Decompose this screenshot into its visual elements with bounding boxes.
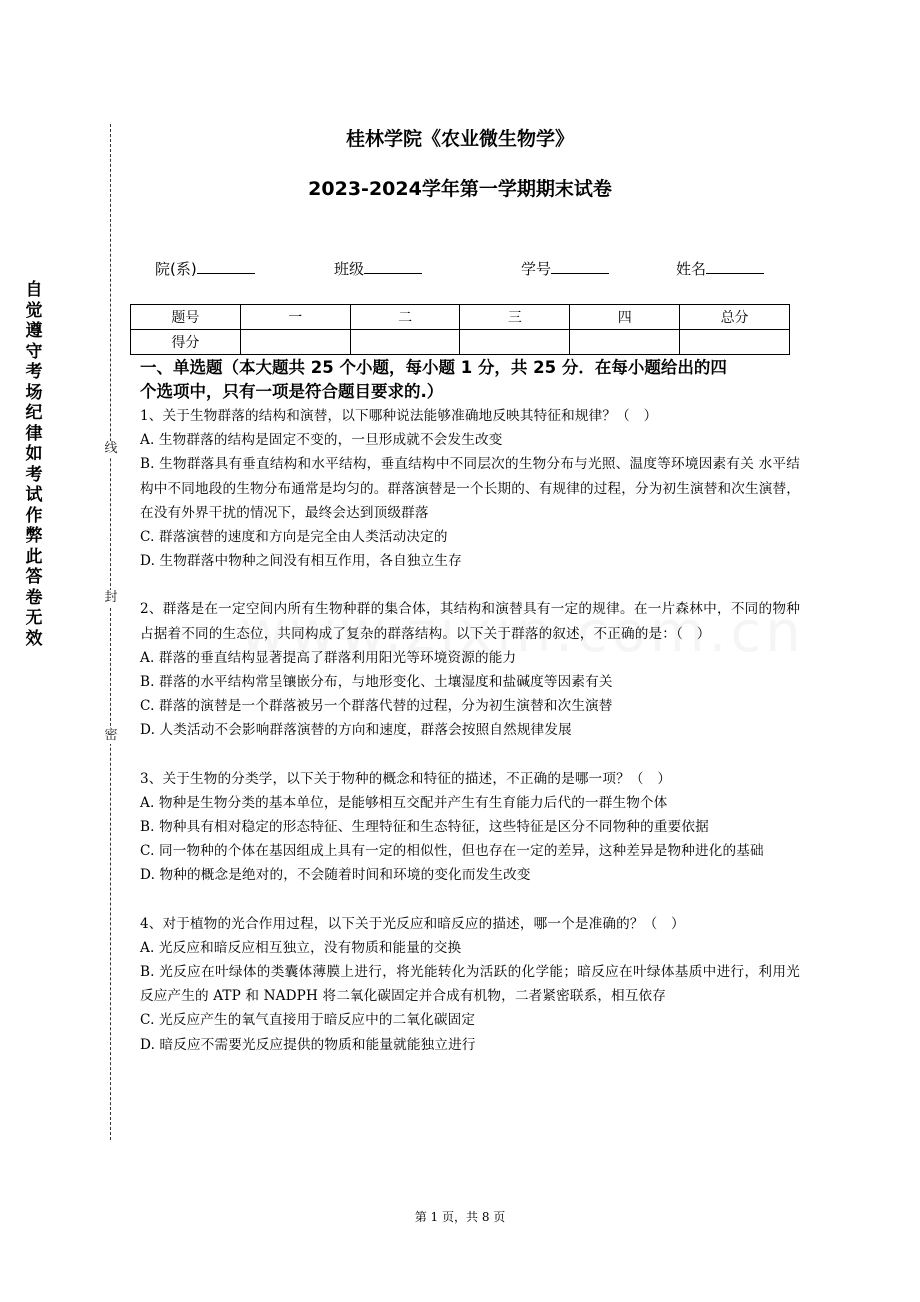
question-option: A. 生物群落的结构是固定不变的，一旦形成就不会发生改变 [140, 432, 503, 449]
question-1 [140, 404, 800, 573]
question-stem: 4、对于植物的光合作用过程，以下关于光反应和暗反应的描述，哪一个是准确的？（ ） [140, 915, 685, 932]
score-cell: 四 [570, 305, 680, 330]
question-option: B. 生物群落具有垂直结构和水平结构，垂直结构中不同层次的生物分布与光照、温度等环境因素有关 水平结构中不同地段的生物分布通常是均匀的。群落演替是一个长期的、有规律的过程，分为初生演替和次生演替，在没有外界干扰的情况下，最终会达到顶级群落 [140, 456, 800, 521]
question-option: A. 光反应和暗反应相互独立，没有物质和能量的交换 [140, 939, 462, 956]
question-list [140, 404, 800, 1081]
score-empty-cell [570, 330, 680, 355]
score-cell: 三 [460, 305, 570, 330]
score-cell: 一 [240, 305, 350, 330]
student-id-field [521, 258, 609, 279]
college-field [155, 258, 255, 279]
name-label: 姓名 [676, 260, 707, 278]
question-option: C. 光反应产生的氧气直接用于暗反应中的二氧化碳固定 [140, 1012, 476, 1029]
score-cell: 题号 [131, 305, 241, 330]
name-blank [706, 259, 764, 274]
college-label: 院(系) [155, 260, 197, 278]
score-table [130, 304, 790, 355]
score-empty-cell [240, 330, 350, 355]
page-footer: 第 1 页，共 8 页 [414, 1210, 506, 1224]
question-stem: 1、关于生物群落的结构和演替，以下哪种说法能够准确地反映其特征和规律？（ ） [140, 408, 658, 424]
college-blank [197, 259, 255, 274]
seal-label-seal: 封 [104, 590, 118, 605]
exam-title-course: 桂林学院《农业微生物学》 [345, 128, 574, 150]
question-stem: 2、群落是在一定空间内所有生物种群的集合体，其结构和演替具有一定的规律。在一片森林中，不同的物种占据着不同的生态位，共同构成了复杂的群落结构。以下关于群落的叙述，不正确的是：（ ） [140, 601, 800, 642]
score-cell: 总分 [680, 305, 790, 330]
question-stem: 3、关于生物的分类学，以下关于物种的概念和特征的描述，不正确的是哪一项？（ ） [140, 770, 672, 787]
section-heading-line: 个选项中，只有一项是符合题目要求的.） [140, 382, 444, 401]
exam-title-term: 2023-2024学年第一学期期末试卷 [308, 178, 612, 200]
question-4 [140, 912, 800, 1057]
name-field [676, 258, 764, 279]
question-option: D. 物种的概念是绝对的，不会随着时间和环境的变化而发生改变 [140, 867, 531, 884]
score-table-score-row [131, 330, 790, 355]
question-option: B. 光反应在叶绿体的类囊体薄膜上进行，将光能转化为活跃的化学能；暗反应在叶绿体基质中进行，利用光反应产生的 ATP 和 NADPH 将二氧化碳固定并合成有机物，二者紧密联系，相互依存 [140, 964, 800, 1005]
seal-label-line: 线 [104, 441, 118, 456]
score-cell: 二 [350, 305, 460, 330]
question-option: A. 物种是生物分类的基本单位，是能够相互交配并产生有生育能力后代的一群生物个体 [140, 794, 668, 811]
student-id-label: 学号 [521, 260, 552, 278]
question-option: B. 物种具有相对稳定的形态特征、生理特征和生态特征，这些特征是区分不同物种的重要依据 [140, 819, 709, 836]
question-option: D. 人类活动不会影响群落演替的方向和速度，群落会按照自然规律发展 [140, 722, 572, 739]
score-empty-cell [350, 330, 460, 355]
score-empty-cell [680, 330, 790, 355]
class-field [334, 258, 422, 279]
score-cell: 得分 [131, 330, 241, 355]
question-option: A. 群落的垂直结构显著提高了群落利用阳光等环境资源的能力 [140, 649, 517, 666]
class-label: 班级 [334, 260, 365, 278]
question-option: C. 同一物种的个体在基因组成上具有一定的相似性，但也存在一定的差异，这种差异是物种进化的基础 [140, 843, 764, 860]
exam-discipline-notice: 自觉遵守考场纪律如考试作弊此答卷无效 [25, 280, 43, 649]
student-id-blank [551, 259, 609, 274]
question-option: B. 群落的水平结构常呈镶嵌分布，与地形变化、土壤湿度和盐碱度等因素有关 [140, 674, 613, 691]
question-option: D. 生物群落中物种之间没有相互作用，各自独立生存 [140, 553, 462, 570]
question-option: C. 群落演替的速度和方向是完全由人类活动决定的 [140, 529, 448, 546]
question-option: C. 群落的演替是一个群落被另一个群落代替的过程，分为初生演替和次生演替 [140, 698, 613, 715]
question-3 [140, 767, 800, 888]
question-option: D. 暗反应不需要光反应提供的物质和能量就能独立进行 [140, 1036, 476, 1053]
seal-label-secret: 密 [104, 728, 118, 743]
question-2 [140, 597, 800, 742]
class-blank [364, 259, 422, 274]
binding-dashed-line [110, 124, 111, 1140]
section-heading [140, 356, 790, 404]
section-heading-line: 一、单选题（本大题共 25 个小题，每小题 1 分，共 25 分．在每小题给出的四 [140, 358, 727, 377]
score-empty-cell [460, 330, 570, 355]
score-table-header-row [131, 305, 790, 330]
